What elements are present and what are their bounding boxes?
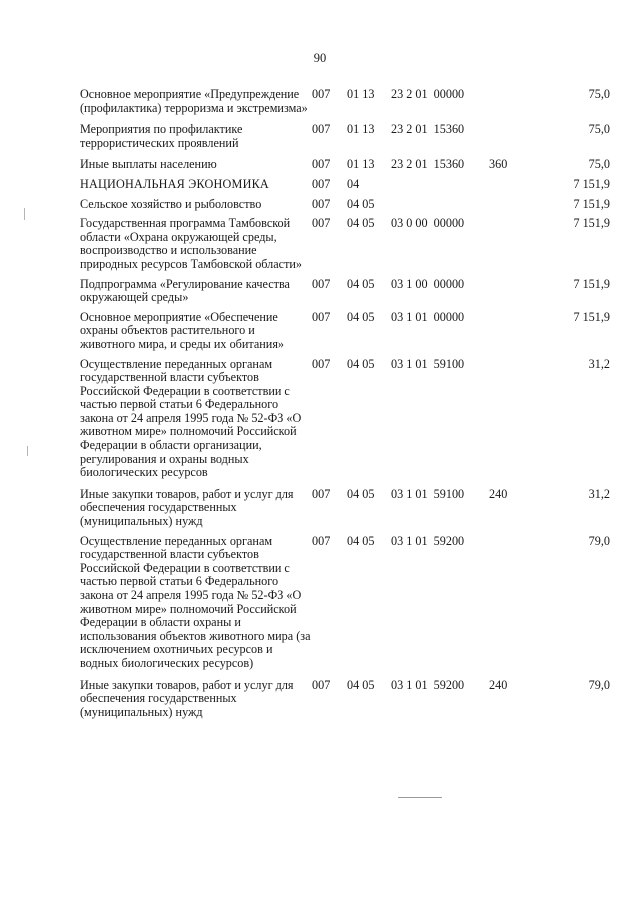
row-rzpr: 01 13 [347, 87, 375, 101]
row-sum: 79,0 [588, 533, 610, 548]
row-sum: 7 151,9 [573, 309, 610, 324]
row-name: Осуществление переданных органам государственной власти субъектов Российской Федерации в соответствии с частью первой статьи 6 Федерального закона от 24 апреля 1995 года № 52-ФЗ «О животном мире» полномочий Российской Федерации в области охраны и использования объектов животного мира (за исключением охотничьих ресурсов и водных биологических ресурсов) [80, 533, 311, 670]
row-csr: 23 2 01 15360 [391, 122, 465, 137]
row-ved: 007 [312, 196, 331, 211]
row-ved: 007 [312, 276, 331, 291]
row-ved: 007 [312, 309, 331, 324]
row-csr: 03 1 01 59200 [391, 677, 465, 692]
scan-artifact-left-1 [24, 208, 25, 220]
row-rzpr: 04 05 [347, 356, 375, 371]
row-ved: 007 [312, 176, 331, 191]
row-csr: 03 1 01 59100 [391, 486, 465, 501]
row-sum: 31,2 [588, 486, 610, 501]
row-vr: 240 [489, 486, 508, 501]
row-rzpr: 04 05 [347, 309, 375, 324]
row-csr: 23 2 01 15360 [391, 157, 465, 172]
row-ved: 007 [312, 87, 331, 101]
row-name: Основное мероприятие «Обеспечение охраны объектов растительного и животного мира, и среды их обитания» [80, 309, 285, 351]
row-sum: 7 151,9 [573, 276, 610, 291]
row-name: Иные выплаты населению [80, 157, 217, 172]
row-sum: 75,0 [588, 122, 610, 137]
row-name: Осуществление переданных органам государственной власти субъектов Российской Федерации в соответствии с частью первой статьи 6 Федерального закона от 24 апреля 1995 года № 52-ФЗ «О животном мире» полномочий Российской Федерации в области организации, регулирования и охраны водных биологических ресурсов [80, 356, 302, 480]
row-csr: 23 2 01 00000 [391, 87, 465, 101]
row-csr: 03 1 00 00000 [391, 276, 465, 291]
row-sum: 75,0 [588, 157, 610, 172]
row-rzpr: 01 13 [347, 122, 375, 137]
row-csr: 03 1 01 59200 [391, 533, 465, 548]
budget-table [80, 88, 610, 724]
row-rzpr: 04 05 [347, 196, 375, 211]
row-csr: 03 1 01 59100 [391, 356, 465, 371]
scan-artifact-left-2 [27, 446, 28, 456]
row-name: Иные закупки товаров, работ и услуг для обеспечения государственных (муниципальных) нужд [80, 677, 294, 719]
row-name: Мероприятия по профилактике террористических проявлений [80, 122, 243, 150]
table-row-section [80, 178, 610, 192]
row-ved: 007 [312, 533, 331, 548]
row-csr: 03 1 01 00000 [391, 309, 465, 324]
row-ved: 007 [312, 356, 331, 371]
table-row [80, 311, 610, 352]
row-name: Подпрограмма «Регулирование качества окружающей среды» [80, 276, 290, 305]
table-row [80, 158, 610, 172]
row-csr: 03 0 00 00000 [391, 216, 465, 231]
table-row [80, 123, 610, 150]
row-rzpr: 04 05 [347, 276, 375, 291]
row-name: Иные закупки товаров, работ и услуг для обеспечения государственных (муниципальных) нужд [80, 486, 294, 529]
table-row [80, 358, 610, 480]
table-row [80, 488, 610, 529]
table-row [80, 278, 610, 305]
row-sum: 7 151,9 [573, 196, 610, 211]
row-name: Сельское хозяйство и рыболовство [80, 196, 262, 211]
row-rzpr: 04 05 [347, 216, 375, 231]
table-row [80, 88, 610, 115]
row-name: Основное мероприятие «Предупреждение (профилактика) терроризма и экстремизма» [80, 87, 308, 115]
row-ved: 007 [312, 157, 331, 172]
row-rzpr: 04 [347, 176, 360, 191]
row-ved: 007 [312, 677, 331, 692]
row-ved: 007 [312, 216, 331, 231]
page-number: 90 [313, 51, 327, 65]
row-vr: 240 [489, 677, 508, 692]
row-sum: 75,0 [588, 87, 610, 101]
table-row [80, 535, 610, 671]
table-row [80, 198, 610, 212]
row-rzpr: 01 13 [347, 157, 375, 172]
row-rzpr: 04 05 [347, 486, 375, 501]
scan-artifact-bottom [398, 797, 442, 798]
row-sum: 7 151,9 [573, 216, 610, 231]
row-rzpr: 04 05 [347, 533, 375, 548]
row-sum: 31,2 [588, 356, 610, 371]
row-name: НАЦИОНАЛЬНАЯ ЭКОНОМИКА [80, 176, 269, 191]
row-vr: 360 [489, 157, 508, 172]
table-row [80, 679, 610, 720]
row-ved: 007 [312, 122, 331, 137]
row-sum: 79,0 [588, 677, 610, 692]
row-ved: 007 [312, 486, 331, 501]
row-name: Государственная программа Тамбовской области «Охрана окружающей среды, воспроизводство и использование природных ресурсов Тамбовской области» [80, 216, 303, 271]
table-row [80, 217, 610, 271]
row-sum: 7 151,9 [573, 176, 610, 191]
row-rzpr: 04 05 [347, 677, 375, 692]
